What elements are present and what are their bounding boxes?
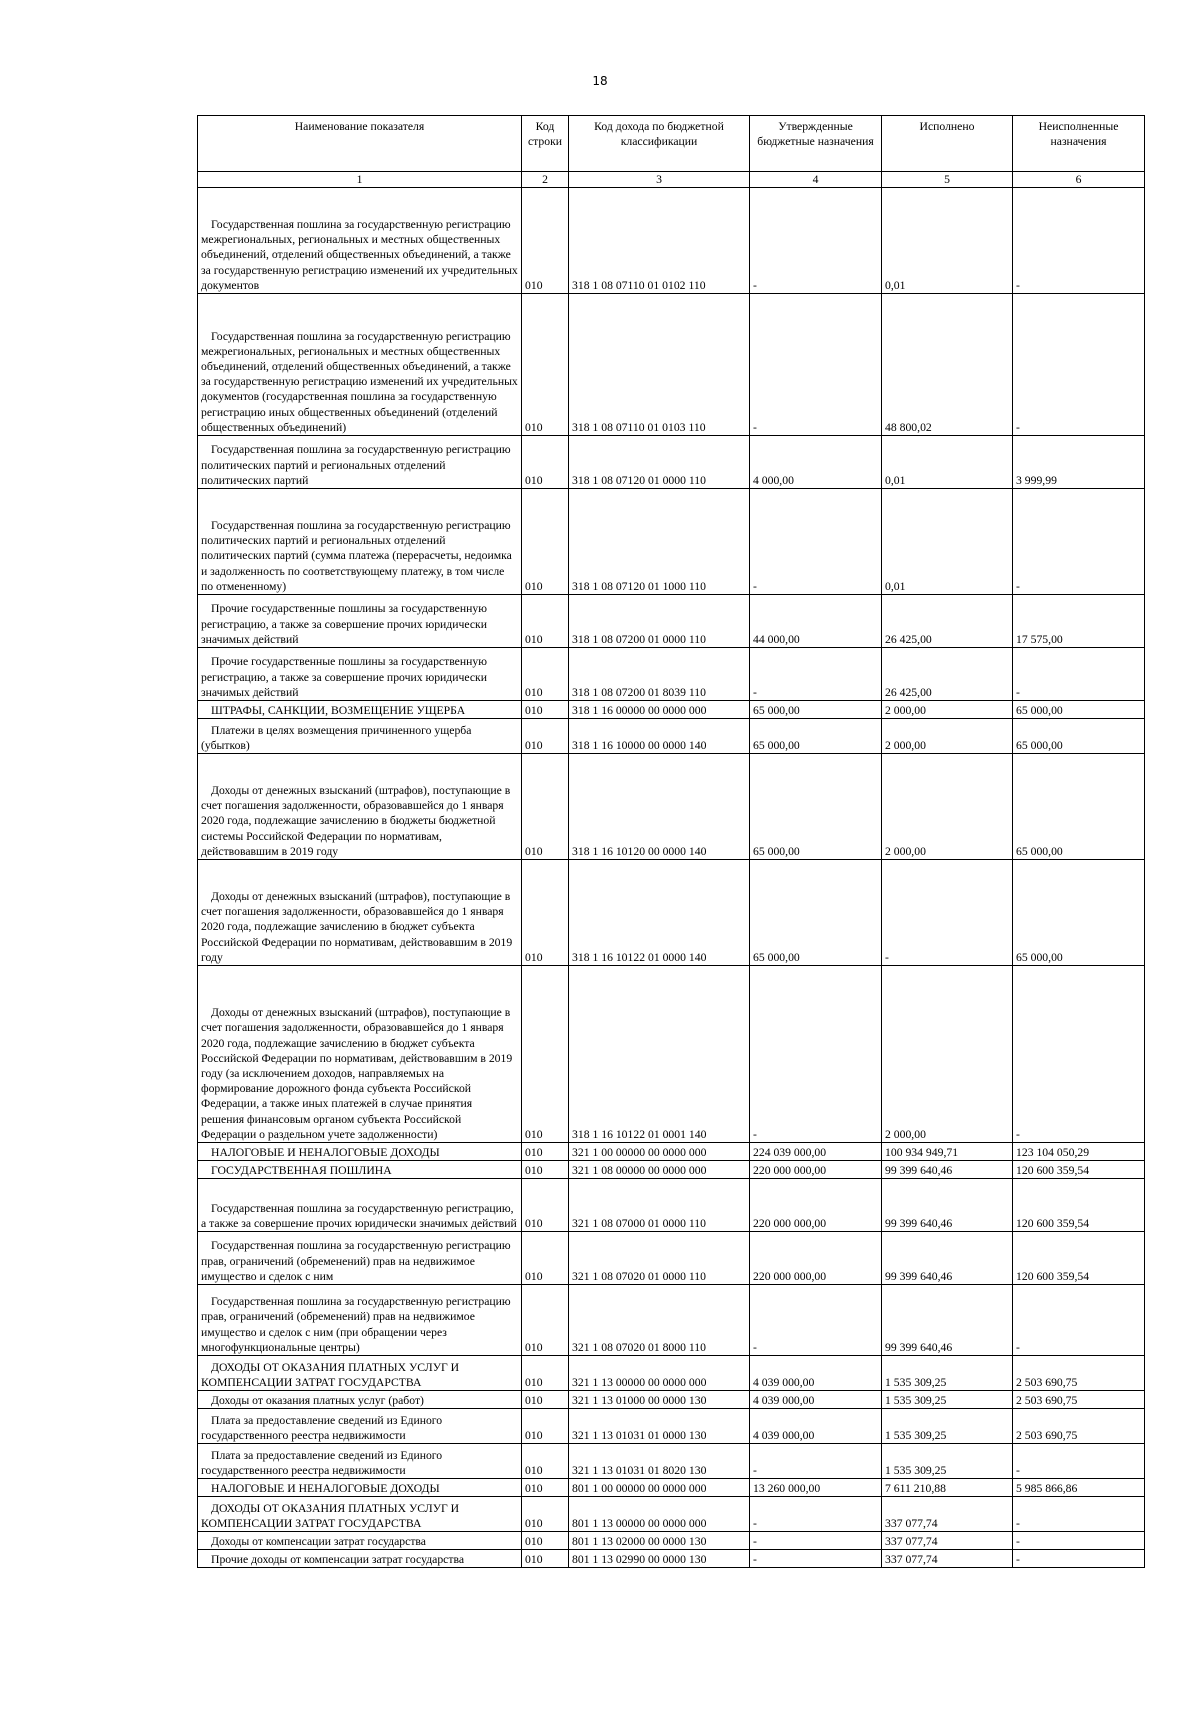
header-unexecuted-assignments: Неисполненные назначения xyxy=(1013,116,1145,172)
executed-cell: 1 535 309,25 xyxy=(882,1356,1013,1391)
executed-cell: 100 934 949,71 xyxy=(882,1143,1013,1161)
line-code-cell: 010 xyxy=(522,1179,569,1232)
classification-code-cell: 318 1 16 10122 01 0001 140 xyxy=(569,966,750,1143)
line-code-cell: 010 xyxy=(522,1232,569,1285)
unexecuted-cell: 120 600 359,54 xyxy=(1013,1179,1145,1232)
indicator-name-text: Плата за предоставление сведений из Единого государственного реестра недвижимости xyxy=(201,1413,443,1442)
column-number: 6 xyxy=(1013,172,1145,188)
unexecuted-cell: - xyxy=(1013,648,1145,701)
approved-cell: - xyxy=(750,1285,882,1356)
unexecuted-cell: - xyxy=(1013,1497,1145,1532)
table-row xyxy=(198,754,1145,860)
indicator-name-text: Доходы от компенсации затрат государства xyxy=(211,1534,426,1548)
table-row xyxy=(198,489,1145,595)
executed-cell: 0,01 xyxy=(882,489,1013,595)
unexecuted-cell: 5 985 866,86 xyxy=(1013,1479,1145,1497)
table-row xyxy=(198,1444,1145,1479)
line-code-cell: 010 xyxy=(522,1479,569,1497)
unexecuted-cell: 120 600 359,54 xyxy=(1013,1232,1145,1285)
indicator-name-text: Доходы от оказания платных услуг (работ) xyxy=(211,1393,424,1407)
unexecuted-cell: 2 503 690,75 xyxy=(1013,1356,1145,1391)
unexecuted-cell: 65 000,00 xyxy=(1013,754,1145,860)
column-number: 5 xyxy=(882,172,1013,188)
indicator-name-cell xyxy=(198,1532,522,1550)
line-code-cell: 010 xyxy=(522,1532,569,1550)
indicator-name-cell xyxy=(198,1179,522,1232)
table-row xyxy=(198,1479,1145,1497)
approved-cell: 44 000,00 xyxy=(750,595,882,648)
classification-code-cell: 801 1 13 00000 00 0000 000 xyxy=(569,1497,750,1532)
classification-code-cell: 321 1 13 01031 01 0000 130 xyxy=(569,1409,750,1444)
indicator-name-cell xyxy=(198,1497,522,1532)
indicator-name-text: ДОХОДЫ ОТ ОКАЗАНИЯ ПЛАТНЫХ УСЛУГ И КОМПЕНСАЦИИ ЗАТРАТ ГОСУДАРСТВА xyxy=(201,1501,460,1530)
executed-cell: 2 000,00 xyxy=(882,966,1013,1143)
unexecuted-cell: 65 000,00 xyxy=(1013,860,1145,966)
executed-cell: 26 425,00 xyxy=(882,648,1013,701)
revenue-report-table xyxy=(197,115,1145,1568)
indicator-name-text: Государственная пошлина за государственную регистрацию межрегиональных, региональных и местных общественных объединений, отделений общественных объединений, а также за государственную регистрацию изменений их учредительных документов xyxy=(201,217,518,292)
classification-code-cell: 318 1 08 07120 01 1000 110 xyxy=(569,489,750,595)
classification-code-cell: 801 1 00 00000 00 0000 000 xyxy=(569,1479,750,1497)
classification-code-cell: 321 1 08 07000 01 0000 110 xyxy=(569,1179,750,1232)
unexecuted-cell: 65 000,00 xyxy=(1013,701,1145,719)
approved-cell: - xyxy=(750,489,882,595)
indicator-name-cell xyxy=(198,1356,522,1391)
executed-cell: 7 611 210,88 xyxy=(882,1479,1013,1497)
approved-cell: - xyxy=(750,966,882,1143)
table-row xyxy=(198,1409,1145,1444)
executed-cell: 0,01 xyxy=(882,188,1013,294)
table-header xyxy=(198,116,1145,188)
table-row xyxy=(198,1232,1145,1285)
approved-cell: 13 260 000,00 xyxy=(750,1479,882,1497)
classification-code-cell: 318 1 16 10122 01 0000 140 xyxy=(569,860,750,966)
approved-cell: - xyxy=(750,294,882,436)
line-code-cell: 010 xyxy=(522,860,569,966)
line-code-cell: 010 xyxy=(522,188,569,294)
unexecuted-cell: - xyxy=(1013,1285,1145,1356)
indicator-name-text: Государственная пошлина за государственную регистрацию межрегиональных, региональных и местных общественных объединений, отделений общественных объединений, а также за государственную регистрацию изменений их учредительных документов (государственная пошлина за государственную регистрацию иных общественных объединений (отделений общественных объединений) xyxy=(201,329,518,434)
classification-code-cell: 318 1 08 07200 01 8039 110 xyxy=(569,648,750,701)
indicator-name-text: Доходы от денежных взысканий (штрафов), поступающие в счет погашения задолженности, образовавшейся до 1 января 2020 года, подлежащие зачислению в бюджеты бюджетной системы Российской Федерации по нормативам, действовавшим в 2019 году xyxy=(201,783,511,858)
indicator-name-text: ГОСУДАРСТВЕННАЯ ПОШЛИНА xyxy=(211,1163,392,1177)
approved-cell: 220 000 000,00 xyxy=(750,1179,882,1232)
executed-cell: 1 535 309,25 xyxy=(882,1391,1013,1409)
header-line-code: Код строки xyxy=(522,116,569,172)
approved-cell: - xyxy=(750,1550,882,1568)
table-row xyxy=(198,719,1145,754)
line-code-cell: 010 xyxy=(522,436,569,489)
executed-cell: - xyxy=(882,860,1013,966)
header-row xyxy=(198,116,1145,172)
indicator-name-cell xyxy=(198,436,522,489)
table-row xyxy=(198,1285,1145,1356)
approved-cell: 65 000,00 xyxy=(750,701,882,719)
indicator-name-text: Государственная пошлина за государственную регистрацию политических партий и региональных отделений политических партий (сумма платежа (перерасчеты, недоимка и задолженность по соответствующему платежу, в том числе по отмененному) xyxy=(201,518,512,593)
classification-code-cell: 801 1 13 02990 00 0000 130 xyxy=(569,1550,750,1568)
executed-cell: 337 077,74 xyxy=(882,1550,1013,1568)
executed-cell: 99 399 640,46 xyxy=(882,1285,1013,1356)
table-row xyxy=(198,1143,1145,1161)
approved-cell: 4 039 000,00 xyxy=(750,1391,882,1409)
unexecuted-cell: 17 575,00 xyxy=(1013,595,1145,648)
indicator-name-text: НАЛОГОВЫЕ И НЕНАЛОГОВЫЕ ДОХОДЫ xyxy=(211,1145,440,1159)
classification-code-cell: 318 1 08 07120 01 0000 110 xyxy=(569,436,750,489)
indicator-name-text: Доходы от денежных взысканий (штрафов), поступающие в счет погашения задолженности, образовавшейся до 1 января 2020 года, подлежащие зачислению в бюджет субъекта Российской Федерации по нормативам, действовавшим в 2019 году (за исключением доходов, направляемых на формирование дорожного фонда субъекта Российской Федерации, а также иных платежей в случае принятия решения финансовым органом субъекта Российской Федерации о раздельном учете задолженности) xyxy=(201,1006,513,1141)
indicator-name-cell xyxy=(198,1232,522,1285)
indicator-name-cell xyxy=(198,860,522,966)
table-row xyxy=(198,1497,1145,1532)
executed-cell: 337 077,74 xyxy=(882,1532,1013,1550)
classification-code-cell: 321 1 13 01000 00 0000 130 xyxy=(569,1391,750,1409)
approved-cell: - xyxy=(750,1532,882,1550)
table-row xyxy=(198,1161,1145,1179)
indicator-name-text: Государственная пошлина за государственную регистрацию прав, ограничений (обременений) прав на недвижимое имущество и сделок с ним (при обращении через многофункциональные центры) xyxy=(201,1295,511,1354)
unexecuted-cell: 123 104 050,29 xyxy=(1013,1143,1145,1161)
line-code-cell: 010 xyxy=(522,719,569,754)
indicator-name-text: Платежи в целях возмещения причиненного ущерба (убытков) xyxy=(201,723,472,752)
line-code-cell: 010 xyxy=(522,1550,569,1568)
table-body xyxy=(198,188,1145,1568)
unexecuted-cell: - xyxy=(1013,1444,1145,1479)
classification-code-cell: 318 1 16 10000 00 0000 140 xyxy=(569,719,750,754)
indicator-name-text: Государственная пошлина за государственную регистрацию прав, ограничений (обременений) прав на недвижимое имущество и сделок с ним xyxy=(201,1239,511,1283)
classification-code-cell: 318 1 08 07110 01 0103 110 xyxy=(569,294,750,436)
unexecuted-cell: 2 503 690,75 xyxy=(1013,1409,1145,1444)
approved-cell: 4 000,00 xyxy=(750,436,882,489)
unexecuted-cell: 120 600 359,54 xyxy=(1013,1161,1145,1179)
table-row xyxy=(198,1532,1145,1550)
indicator-name-cell xyxy=(198,595,522,648)
unexecuted-cell: - xyxy=(1013,1532,1145,1550)
approved-cell: 224 039 000,00 xyxy=(750,1143,882,1161)
executed-cell: 99 399 640,46 xyxy=(882,1232,1013,1285)
header-budget-classification-code: Код дохода по бюджетной классификации xyxy=(569,116,750,172)
classification-code-cell: 318 1 08 07110 01 0102 110 xyxy=(569,188,750,294)
unexecuted-cell: - xyxy=(1013,1550,1145,1568)
line-code-cell: 010 xyxy=(522,966,569,1143)
approved-cell: - xyxy=(750,1497,882,1532)
classification-code-cell: 321 1 13 01031 01 8020 130 xyxy=(569,1444,750,1479)
table-row xyxy=(198,436,1145,489)
header-executed: Исполнено xyxy=(882,116,1013,172)
header-approved-assignments: Утвержденные бюджетные назначения xyxy=(750,116,882,172)
executed-cell: 99 399 640,46 xyxy=(882,1179,1013,1232)
indicator-name-text: ДОХОДЫ ОТ ОКАЗАНИЯ ПЛАТНЫХ УСЛУГ И КОМПЕНСАЦИИ ЗАТРАТ ГОСУДАРСТВА xyxy=(201,1360,460,1389)
classification-code-cell: 321 1 08 07020 01 0000 110 xyxy=(569,1232,750,1285)
classification-code-cell: 318 1 08 07200 01 0000 110 xyxy=(569,595,750,648)
line-code-cell: 010 xyxy=(522,648,569,701)
indicator-name-cell xyxy=(198,489,522,595)
classification-code-cell: 321 1 08 00000 00 0000 000 xyxy=(569,1161,750,1179)
line-code-cell: 010 xyxy=(522,489,569,595)
indicator-name-cell xyxy=(198,701,522,719)
executed-cell: 1 535 309,25 xyxy=(882,1409,1013,1444)
header-indicator-name: Наименование показателя xyxy=(198,116,522,172)
table-row xyxy=(198,294,1145,436)
approved-cell: 4 039 000,00 xyxy=(750,1409,882,1444)
line-code-cell: 010 xyxy=(522,1409,569,1444)
classification-code-cell: 318 1 16 10120 00 0000 140 xyxy=(569,754,750,860)
page-number: 18 xyxy=(592,74,608,88)
line-code-cell: 010 xyxy=(522,1391,569,1409)
approved-cell: - xyxy=(750,188,882,294)
line-code-cell: 010 xyxy=(522,1444,569,1479)
approved-cell: - xyxy=(750,1444,882,1479)
executed-cell: 2 000,00 xyxy=(882,754,1013,860)
approved-cell: 220 000 000,00 xyxy=(750,1232,882,1285)
line-code-cell: 010 xyxy=(522,1143,569,1161)
line-code-cell: 010 xyxy=(522,294,569,436)
table-row xyxy=(198,1179,1145,1232)
unexecuted-cell: 2 503 690,75 xyxy=(1013,1391,1145,1409)
table-row xyxy=(198,966,1145,1143)
column-number: 2 xyxy=(522,172,569,188)
indicator-name-cell xyxy=(198,1391,522,1409)
column-number-row xyxy=(198,172,1145,188)
table-row xyxy=(198,701,1145,719)
indicator-name-cell xyxy=(198,648,522,701)
indicator-name-text: Плата за предоставление сведений из Единого государственного реестра недвижимости xyxy=(201,1448,443,1477)
approved-cell: 65 000,00 xyxy=(750,719,882,754)
indicator-name-cell xyxy=(198,719,522,754)
indicator-name-cell xyxy=(198,1285,522,1356)
unexecuted-cell: - xyxy=(1013,188,1145,294)
table-row xyxy=(198,188,1145,294)
indicator-name-text: Государственная пошлина за государственную регистрацию, а также за совершение прочих юридически значимых действий xyxy=(201,1201,517,1230)
executed-cell: 337 077,74 xyxy=(882,1497,1013,1532)
indicator-name-text: ШТРАФЫ, САНКЦИИ, ВОЗМЕЩЕНИЕ УЩЕРБА xyxy=(211,703,466,717)
indicator-name-text: Государственная пошлина за государственную регистрацию политических партий и региональных отделений политических партий xyxy=(201,443,511,487)
table-row xyxy=(198,595,1145,648)
indicator-name-text: Прочие государственные пошлины за государственную регистрацию, а также за совершение прочих юридически значимых действий xyxy=(201,655,487,699)
indicator-name-cell xyxy=(198,754,522,860)
executed-cell: 26 425,00 xyxy=(882,595,1013,648)
indicator-name-cell xyxy=(198,1479,522,1497)
executed-cell: 48 800,02 xyxy=(882,294,1013,436)
classification-code-cell: 318 1 16 00000 00 0000 000 xyxy=(569,701,750,719)
indicator-name-text: Доходы от денежных взысканий (штрафов), поступающие в счет погашения задолженности, образовавшейся до 1 января 2020 года, подлежащие зачислению в бюджет субъекта Российской Федерации по нормативам, действовавшим в 2019 году xyxy=(201,889,513,964)
executed-cell: 2 000,00 xyxy=(882,719,1013,754)
table-row xyxy=(198,1356,1145,1391)
approved-cell: 4 039 000,00 xyxy=(750,1356,882,1391)
executed-cell: 2 000,00 xyxy=(882,701,1013,719)
executed-cell: 0,01 xyxy=(882,436,1013,489)
indicator-name-text: Прочие государственные пошлины за государственную регистрацию, а также за совершение прочих юридически значимых действий xyxy=(201,602,487,646)
table-row xyxy=(198,1550,1145,1568)
unexecuted-cell: - xyxy=(1013,966,1145,1143)
approved-cell: 65 000,00 xyxy=(750,860,882,966)
unexecuted-cell: 3 999,99 xyxy=(1013,436,1145,489)
indicator-name-cell xyxy=(198,966,522,1143)
column-number: 3 xyxy=(569,172,750,188)
column-number: 4 xyxy=(750,172,882,188)
line-code-cell: 010 xyxy=(522,754,569,860)
line-code-cell: 010 xyxy=(522,1497,569,1532)
indicator-name-text: НАЛОГОВЫЕ И НЕНАЛОГОВЫЕ ДОХОДЫ xyxy=(211,1481,440,1495)
unexecuted-cell: - xyxy=(1013,294,1145,436)
executed-cell: 1 535 309,25 xyxy=(882,1444,1013,1479)
approved-cell: 65 000,00 xyxy=(750,754,882,860)
indicator-name-cell xyxy=(198,1409,522,1444)
indicator-name-text: Прочие доходы от компенсации затрат государства xyxy=(211,1552,465,1566)
indicator-name-cell xyxy=(198,1143,522,1161)
table-row xyxy=(198,860,1145,966)
column-number: 1 xyxy=(198,172,522,188)
indicator-name-cell xyxy=(198,1161,522,1179)
line-code-cell: 010 xyxy=(522,1161,569,1179)
classification-code-cell: 321 1 13 00000 00 0000 000 xyxy=(569,1356,750,1391)
unexecuted-cell: - xyxy=(1013,489,1145,595)
line-code-cell: 010 xyxy=(522,701,569,719)
unexecuted-cell: 65 000,00 xyxy=(1013,719,1145,754)
approved-cell: 220 000 000,00 xyxy=(750,1161,882,1179)
table-row xyxy=(198,648,1145,701)
indicator-name-cell xyxy=(198,1550,522,1568)
executed-cell: 99 399 640,46 xyxy=(882,1161,1013,1179)
approved-cell: - xyxy=(750,648,882,701)
line-code-cell: 010 xyxy=(522,1356,569,1391)
table-row xyxy=(198,1391,1145,1409)
indicator-name-cell xyxy=(198,294,522,436)
indicator-name-cell xyxy=(198,1444,522,1479)
classification-code-cell: 321 1 08 07020 01 8000 110 xyxy=(569,1285,750,1356)
classification-code-cell: 801 1 13 02000 00 0000 130 xyxy=(569,1532,750,1550)
indicator-name-cell xyxy=(198,188,522,294)
classification-code-cell: 321 1 00 00000 00 0000 000 xyxy=(569,1143,750,1161)
line-code-cell: 010 xyxy=(522,595,569,648)
line-code-cell: 010 xyxy=(522,1285,569,1356)
